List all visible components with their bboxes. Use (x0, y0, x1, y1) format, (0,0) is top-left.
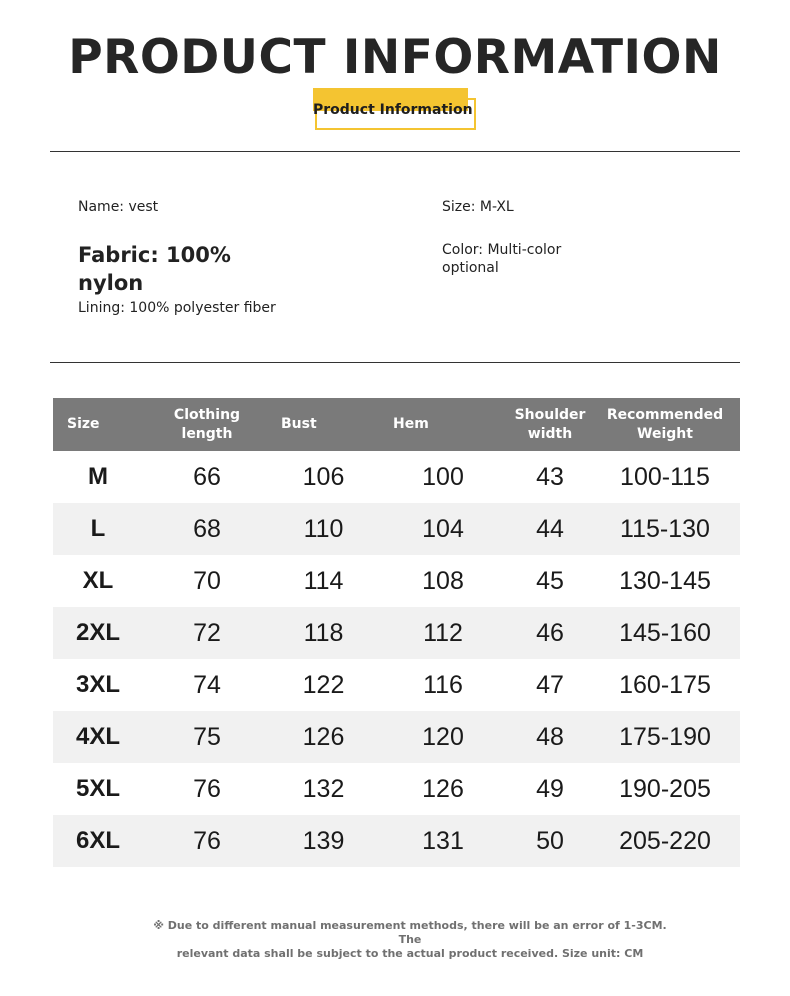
cell-bust: 126 (271, 711, 376, 763)
cell-recommended-weight: 160-175 (619, 670, 711, 699)
cell-bust: 118 (271, 607, 376, 659)
cell-size: XL (82, 567, 114, 594)
cell-clothing-length: 74 (193, 670, 221, 699)
cell-shoulder-width: 43 (536, 462, 564, 491)
cell-size: M (88, 463, 108, 490)
header-shoulder-width-line2: width (527, 425, 573, 442)
cell-shoulder-width: 48 (510, 711, 590, 763)
cell-size: 3XL (75, 671, 120, 698)
header-clothing-length (143, 398, 271, 451)
cell-recommended-weight: 190-205 (619, 774, 711, 803)
size-chart-table (53, 398, 740, 867)
cell-hem: 104 (376, 503, 510, 555)
cell-hem: 120 (376, 711, 510, 763)
product-name: Name: vest (78, 199, 159, 215)
color-info (442, 241, 561, 277)
fabric-info (78, 241, 231, 297)
middle-divider (50, 362, 740, 363)
header-shoulder-width (510, 398, 590, 451)
cell-clothing-length: 70 (193, 566, 221, 595)
cell-shoulder-width: 44 (510, 503, 590, 555)
cell-bust: 110 (271, 503, 376, 555)
cell-recommended-weight: 115-130 (590, 503, 740, 555)
cell-hem: 131 (376, 815, 510, 867)
top-divider (50, 151, 740, 152)
table-row (53, 815, 740, 867)
table-row (53, 607, 740, 659)
cell-size: 6XL (53, 815, 143, 867)
cell-shoulder-width: 50 (510, 815, 590, 867)
table-row (53, 503, 740, 555)
header-recommended-weight-line2: Weight (637, 425, 693, 442)
measurement-note (140, 919, 680, 961)
header-hem: Hem (376, 398, 510, 451)
cell-recommended-weight: 100-115 (620, 462, 710, 491)
cell-recommended-weight: 205-220 (590, 815, 740, 867)
header-shoulder-width-line1: Shoulder (514, 406, 586, 423)
cell-clothing-length: 68 (143, 503, 271, 555)
cell-clothing-length: 76 (143, 815, 271, 867)
header-recommended-weight (590, 398, 740, 451)
cell-bust: 114 (303, 566, 344, 595)
table-row (53, 763, 740, 815)
cell-bust: 122 (302, 670, 345, 699)
cell-hem: 116 (423, 670, 463, 699)
cell-hem: 112 (376, 607, 510, 659)
cell-bust: 139 (271, 815, 376, 867)
cell-hem: 108 (422, 566, 464, 595)
cell-size: 2XL (53, 607, 143, 659)
header-clothing-length-line1: Clothing (173, 406, 241, 423)
cell-bust: 106 (302, 462, 345, 491)
color-line-2: optional (442, 260, 499, 276)
header-size: Size (53, 398, 143, 451)
section-badge (313, 88, 480, 134)
table-row (53, 711, 740, 763)
product-size-range: Size: M-XL (442, 199, 514, 215)
cell-clothing-length: 76 (193, 774, 221, 803)
cell-bust: 132 (302, 774, 345, 803)
cell-recommended-weight: 175-190 (590, 711, 740, 763)
badge-label: Product Information (313, 102, 473, 118)
color-line-1: Color: Multi-color (442, 242, 562, 258)
cell-shoulder-width: 46 (510, 607, 590, 659)
lining-info: Lining: 100% polyester fiber (78, 300, 276, 316)
cell-shoulder-width: 45 (536, 566, 564, 595)
table-row (53, 659, 740, 711)
cell-clothing-length: 66 (193, 462, 221, 491)
cell-clothing-length: 75 (143, 711, 271, 763)
note-line-2: relevant data shall be subject to the actual product received. Size unit: CM (176, 947, 644, 960)
cell-size: L (53, 503, 143, 555)
table-row (53, 451, 740, 503)
page-title: PRODUCT INFORMATION (68, 30, 722, 85)
table-row (53, 555, 740, 607)
cell-size: 5XL (75, 775, 120, 802)
fabric-line-1: Fabric: 100% (78, 243, 231, 267)
fabric-line-2: nylon (78, 271, 144, 295)
cell-clothing-length: 72 (143, 607, 271, 659)
cell-hem: 100 (422, 462, 464, 491)
cell-size: 4XL (53, 711, 143, 763)
cell-recommended-weight: 145-160 (590, 607, 740, 659)
table-header-row (53, 398, 740, 451)
header-bust: Bust (271, 398, 376, 451)
cell-recommended-weight: 130-145 (619, 566, 711, 595)
header-clothing-length-line2: length (181, 425, 233, 442)
header-recommended-weight-line1: Recommended (606, 406, 724, 423)
cell-shoulder-width: 47 (536, 670, 564, 699)
cell-shoulder-width: 49 (536, 774, 564, 803)
cell-hem: 126 (422, 774, 464, 803)
note-line-1: ※ Due to different manual measurement methods, there will be an error of 1-3CM. The (153, 919, 667, 946)
